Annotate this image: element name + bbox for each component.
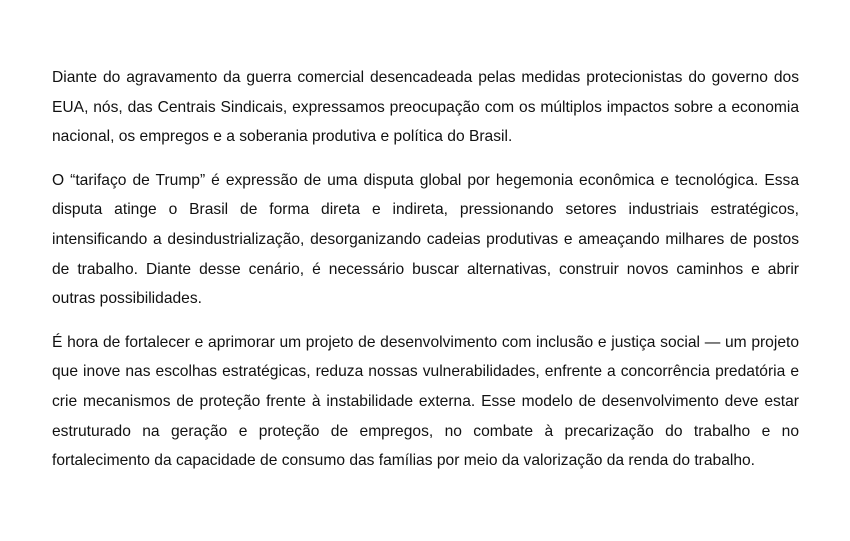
paragraph-development-project: É hora de fortalecer e aprimorar um projeto de desenvolvimento com inclusão e justiça social — um projeto que inove nas escolhas estratégicas, reduza nossas vulnerabilidades, enfrente a concorrência predatória e crie mecanismos de proteção frente à instabilidade externa. Esse modelo de desenvolvimento deve estar estruturado na geração e proteção de empregos, no combate à precarização do trabalho e no fortalecimento da capacidade de consumo das famílias por meio da valorização da renda do trabalho. xyxy=(52,333,799,470)
document-body xyxy=(52,63,799,476)
paragraph-trump-tariffs: O “tarifaço de Trump” é expressão de uma disputa global por hegemonia econômica e tecnológica. Essa disputa atinge o Brasil de forma direta e indireta, pressionando setores industriais estratégicos, intensificando a desindustrialização, desorganizando cadeias produtivas e ameaçando milhares de postos de trabalho. Diante desse cenário, é necessário buscar alternativas, construir novos caminhos e abrir outras possibilidades. xyxy=(52,171,799,308)
paragraph-trade-war-concern: Diante do agravamento da guerra comercial desencadeada pelas medidas protecionistas do governo dos EUA, nós, das Centrais Sindicais, expressamos preocupação com os múltiplos impactos sobre a economia nacional, os empregos e a soberania produtiva e política do Brasil. xyxy=(52,69,799,146)
